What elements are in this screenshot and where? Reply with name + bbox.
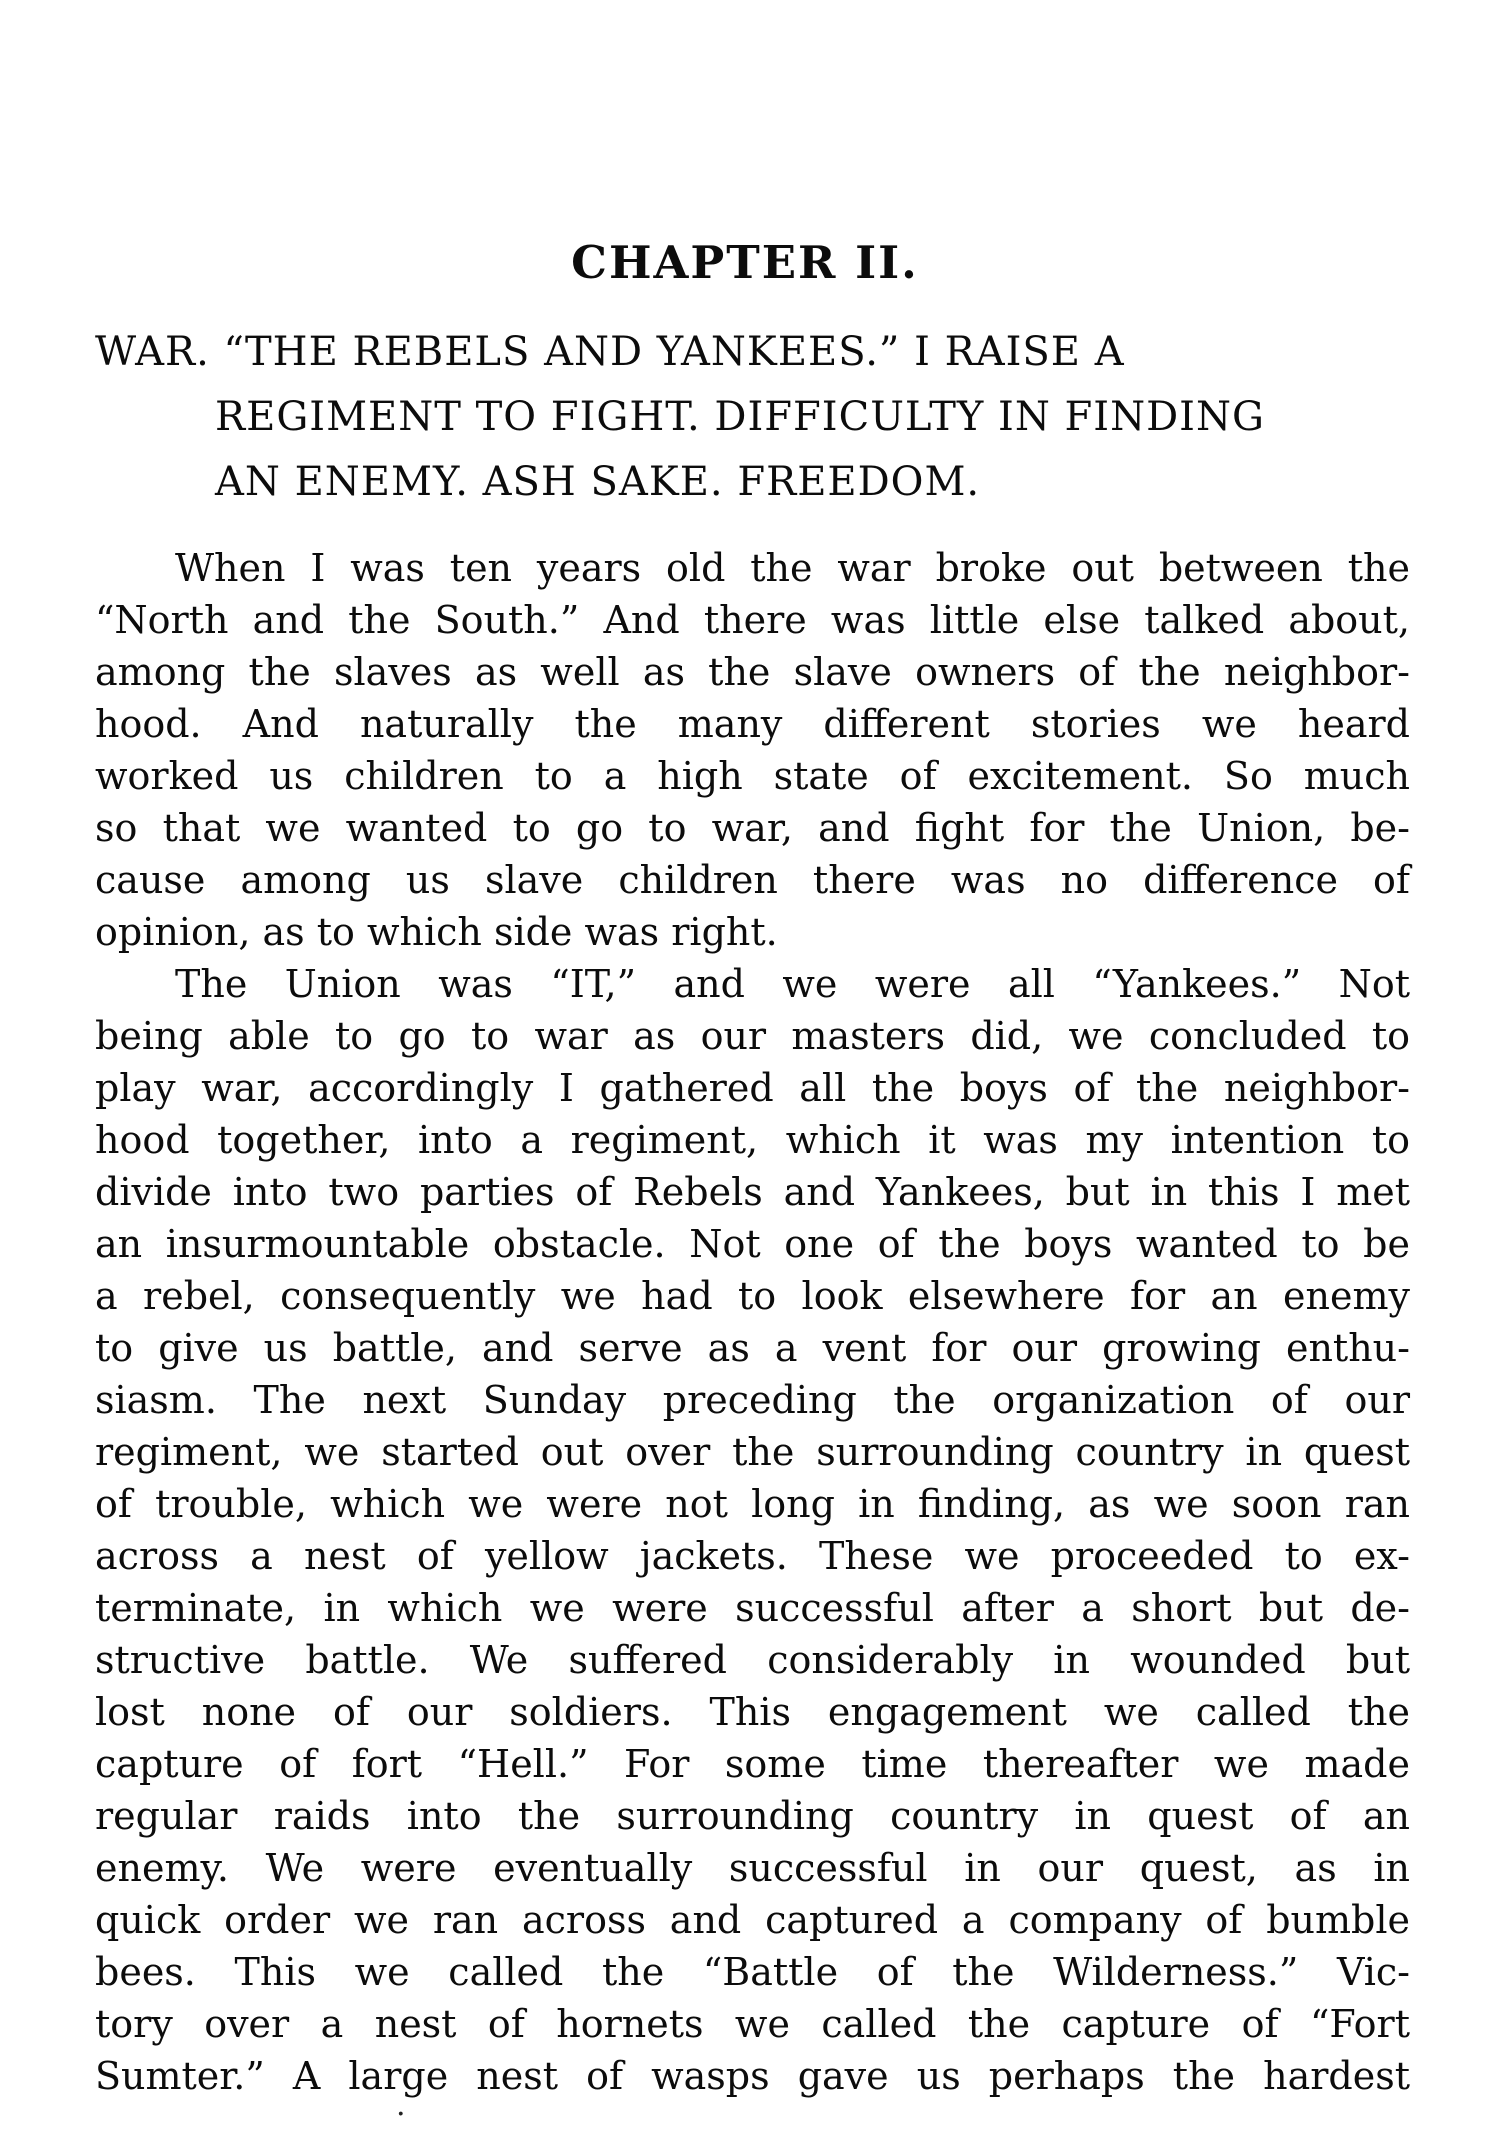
text-line: hood. And naturally the many different stories we heard [95,702,1410,746]
text-line: siasm. The next Sunday preceding the organization of our [95,1378,1410,1422]
subtitle-line: WAR. “THE REBELS AND YANKEES.” I RAISE A [95,329,1125,375]
text-line: play war, accordingly I gathered all the boys of the neighbor- [95,1066,1410,1110]
text-line: among the slaves as well as the slave owners of the neighbor- [95,650,1410,694]
text-line: an insurmountable obstacle. Not one of the boys wanted to be [95,1222,1410,1266]
body-text [95,542,1410,2102]
text-line: divide into two parties of Rebels and Yankees, but in this I met [95,1170,1410,1214]
text-line: being able to go to war as our masters did, we concluded to [95,1014,1410,1058]
chapter-heading: CHAPTER II. [571,236,919,289]
chapter-subtitle [95,320,1410,515]
text-line: capture of fort “Hell.” For some time thereafter we made [95,1742,1410,1786]
text-line: regular raids into the surrounding country in quest of an [95,1794,1410,1838]
text-line: bees. This we called the “Battle of the Wilderness.” Vic- [95,1950,1410,1994]
text-line: a rebel, consequently we had to look elsewhere for an enemy [95,1274,1410,1318]
text-line: enemy. We were eventually successful in our quest, as in [95,1846,1410,1890]
text-line: cause among us slave children there was no difference of [95,858,1410,902]
text-line: regiment, we started out over the surrounding country in quest [95,1430,1410,1474]
subtitle-line: REGIMENT TO FIGHT. DIFFICULTY IN FINDING [215,394,1265,440]
text-line: Sumter.” A large nest of wasps gave us perhaps the hardest [95,2054,1410,2098]
text-line: opinion, as to which side was right. [95,910,778,954]
text-line: of trouble, which we were not long in finding, as we soon ran [95,1482,1410,1526]
text-line: so that we wanted to go to war, and fight for the Union, be- [95,806,1410,850]
text-line: “North and the South.” And there was little else talked about, [95,598,1410,642]
text-line: The Union was “IT,” and we were all “Yankees.” Not [175,962,1410,1006]
text-line: to give us battle, and serve as a vent for our growing enthu- [95,1326,1410,1370]
text-line: When I was ten years old the war broke out between the [175,546,1410,590]
text-line: hood together, into a regiment, which it was my intention to [95,1118,1410,1162]
stray-mark: . [396,2088,406,2123]
subtitle-line: AN ENEMY. ASH SAKE. FREEDOM. [215,459,981,505]
text-line: tory over a nest of hornets we called the capture of “Fort [95,2002,1410,2046]
text-line: across a nest of yellow jackets. These we proceeded to ex- [95,1534,1410,1578]
text-line: structive battle. We suffered considerably in wounded but [95,1638,1410,1682]
text-line: quick order we ran across and captured a company of bumble [95,1898,1410,1942]
text-line: lost none of our soldiers. This engagement we called the [95,1690,1410,1734]
text-line: terminate, in which we were successful after a short but de- [95,1586,1410,1630]
text-line: worked us children to a high state of excitement. So much [95,754,1410,798]
